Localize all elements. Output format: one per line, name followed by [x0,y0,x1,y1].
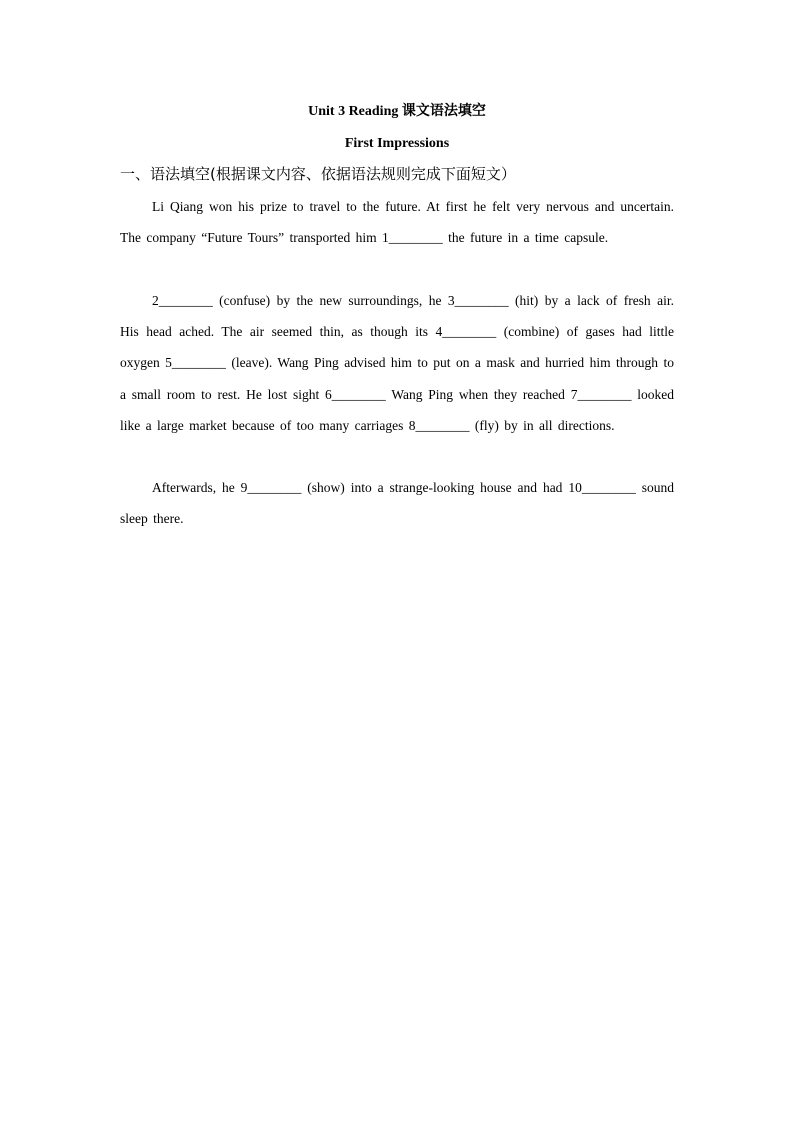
paragraph-3: Afterwards, he 9________ (show) into a strange-looking house and had 10________ sound sleep there. [120,480,674,527]
document-subtitle: First Impressions [344,136,450,151]
document-title: Unit 3 Reading 课文语法填空 [308,104,486,119]
paragraph-2: 2________ (confuse) by the new surroundings, he 3________ (hit) by a lack of fresh air. His head ached. The air seemed thin, as though its 4________ (combine) of gases had little oxygen 5________ (leave). Wang Ping advised him to put on a mask and hurried him through to a small room to rest. He lost sight 6________ Wang Ping when they reached 7________ looked like a large market because of too many carriages 8________ (fly) by in all directions. [120,293,674,433]
section-heading: 一、语法填空(根据课文内容、依据语法规则完成下面短文） [120,165,516,183]
paragraph-1: Li Qiang won his prize to travel to the future. At first he felt very nervous and uncertain. The company “Future Tours” transported him 1________ the future in a time capsule. [120,199,674,246]
